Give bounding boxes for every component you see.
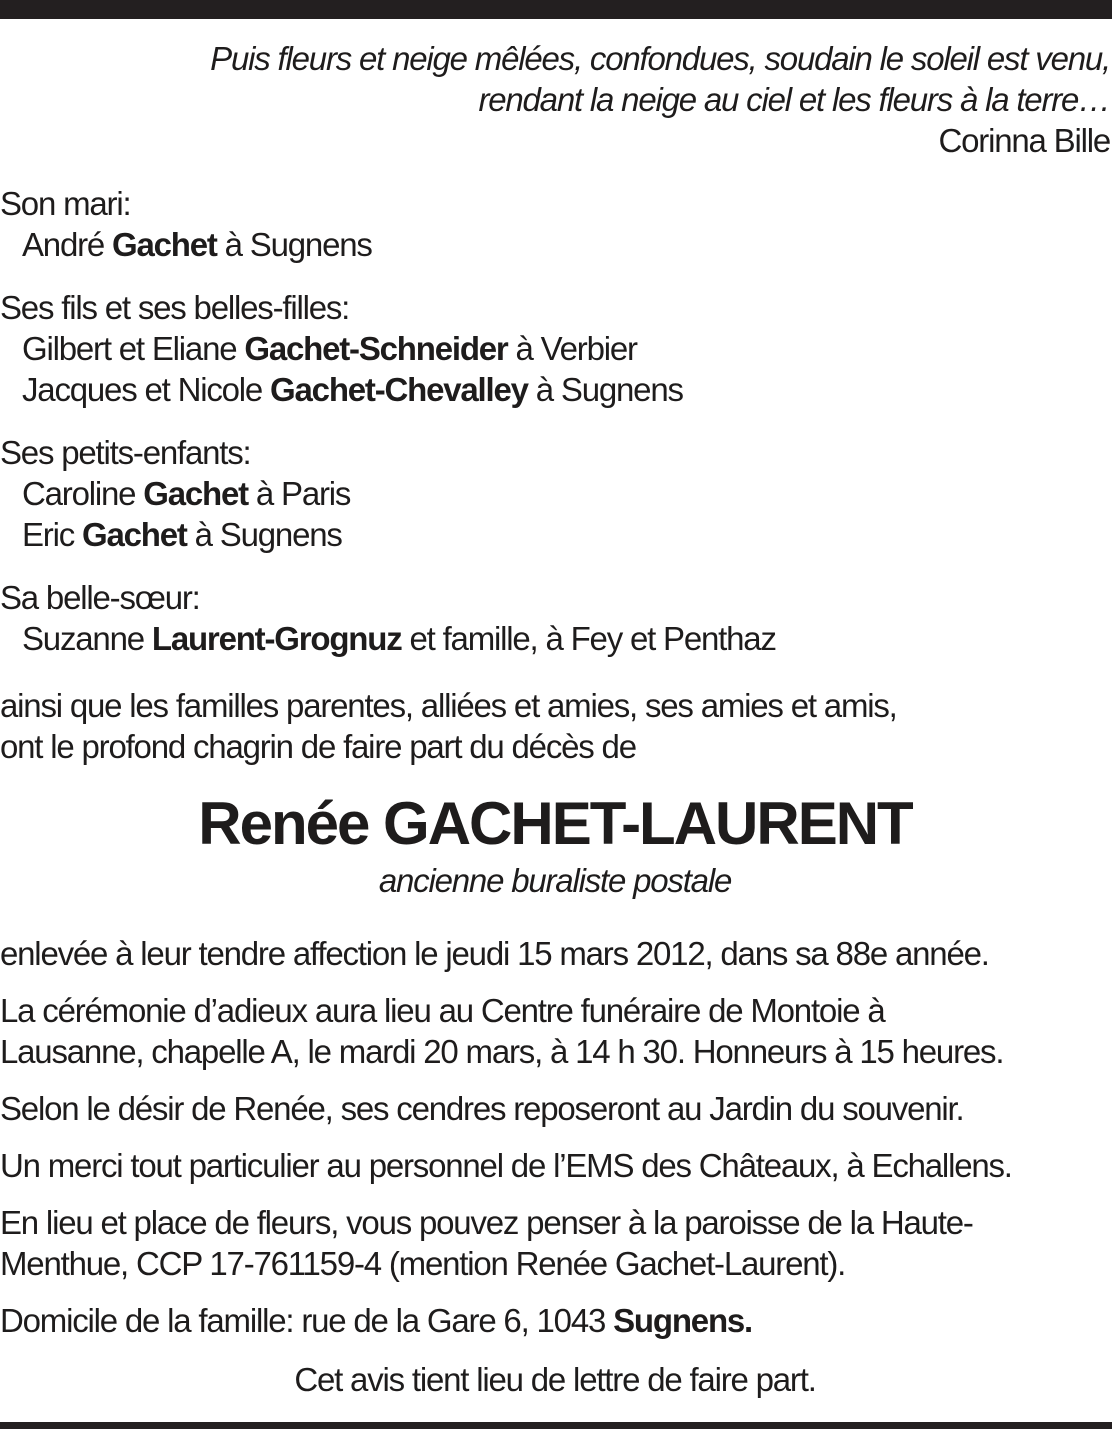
member-surname: Gachet-Chevalley	[270, 371, 528, 408]
family-member	[0, 618, 1110, 659]
domicile-address: Domicile de la famille: rue de la Gare 6, 1043	[0, 1302, 614, 1339]
bottom-border-rule	[0, 1422, 1112, 1429]
member-surname: Gachet	[112, 226, 217, 263]
member-location: à Verbier	[507, 330, 637, 367]
member-surname: Gachet-Schneider	[244, 330, 508, 367]
member-given-names: Suzanne	[22, 620, 152, 657]
top-border-rule	[0, 0, 1112, 19]
family-section-heading: Ses fils et ses belles-filles:	[0, 289, 350, 326]
family-section	[0, 183, 1110, 265]
thanks-paragraph: Un merci tout particulier au personnel de l’EMS des Châteaux, à Echallens.	[0, 1147, 1012, 1184]
family-section	[0, 577, 1110, 659]
member-location: à Sugnens	[216, 226, 372, 263]
family-section	[0, 432, 1110, 555]
deceased-block	[0, 789, 1110, 903]
deceased-occupation: ancienne buraliste postale	[378, 862, 732, 899]
closing-note: Cet avis tient lieu de lettre de faire part.	[294, 1361, 816, 1398]
donation-paragraph	[0, 1202, 1110, 1284]
ashes-paragraph: Selon le désir de Renée, ses cendres reposeront au Jardin du souvenir.	[0, 1090, 964, 1127]
member-location: à Sugnens	[527, 371, 683, 408]
obituary-notice	[0, 38, 1110, 1400]
member-given-names: Eric	[22, 516, 83, 553]
death-paragraph: enlevée à leur tendre affection le jeudi 15 mars 2012, dans sa 88e année.	[0, 935, 989, 972]
donation-line: En lieu et place de fleurs, vous pouvez penser à la paroisse de la Haute-	[0, 1204, 973, 1241]
family-section	[0, 287, 1110, 410]
ceremony-line: Lausanne, chapelle A, le mardi 20 mars, à 14 h 30. Honneurs à 15 heures.	[0, 1033, 1004, 1070]
family-section-heading: Ses petits-enfants:	[0, 434, 251, 471]
intro-line: ont le profond chagrin de faire part du décès de	[0, 728, 636, 765]
family-list	[0, 183, 1110, 659]
member-given-names: Caroline	[22, 475, 144, 512]
ceremony-paragraph	[0, 990, 1110, 1072]
deceased-name: Renée GACHET-LAURENT	[198, 790, 912, 857]
intro-text	[0, 685, 1110, 767]
domicile-town: Sugnens.	[613, 1302, 753, 1339]
quote-line: Puis fleurs et neige mêlées, confondues, soudain le soleil est venu,	[210, 40, 1110, 77]
family-member	[0, 328, 1110, 369]
epigraph-quote	[0, 38, 1110, 161]
family-section-heading: Sa belle-sœur:	[0, 579, 200, 616]
member-surname: Gachet	[143, 475, 248, 512]
domicile-paragraph	[0, 1300, 1110, 1341]
quote-author: Corinna Bille	[938, 122, 1110, 159]
family-section-heading: Son mari:	[0, 185, 131, 222]
member-location: et famille, à Fey et Penthaz	[401, 620, 776, 657]
donation-line: Menthue, CCP 17-761159-4 (mention Renée Gachet-Laurent).	[0, 1245, 846, 1282]
family-member	[0, 369, 1110, 410]
member-given-names: Gilbert et Eliane	[22, 330, 245, 367]
family-member	[0, 514, 1110, 555]
intro-line: ainsi que les familles parentes, alliées et amies, ses amies et amis,	[0, 687, 897, 724]
member-location: à Paris	[247, 475, 351, 512]
member-location: à Sugnens	[186, 516, 342, 553]
member-given-names: André	[22, 226, 113, 263]
family-member	[0, 473, 1110, 514]
ceremony-line: La cérémonie d’adieux aura lieu au Centre funéraire de Montoie à	[0, 992, 885, 1029]
member-surname: Laurent-Grognuz	[151, 620, 402, 657]
member-given-names: Jacques et Nicole	[22, 371, 271, 408]
family-member	[0, 224, 1110, 265]
member-surname: Gachet	[82, 516, 187, 553]
quote-line: rendant la neige au ciel et les fleurs à la terre…	[478, 81, 1110, 118]
